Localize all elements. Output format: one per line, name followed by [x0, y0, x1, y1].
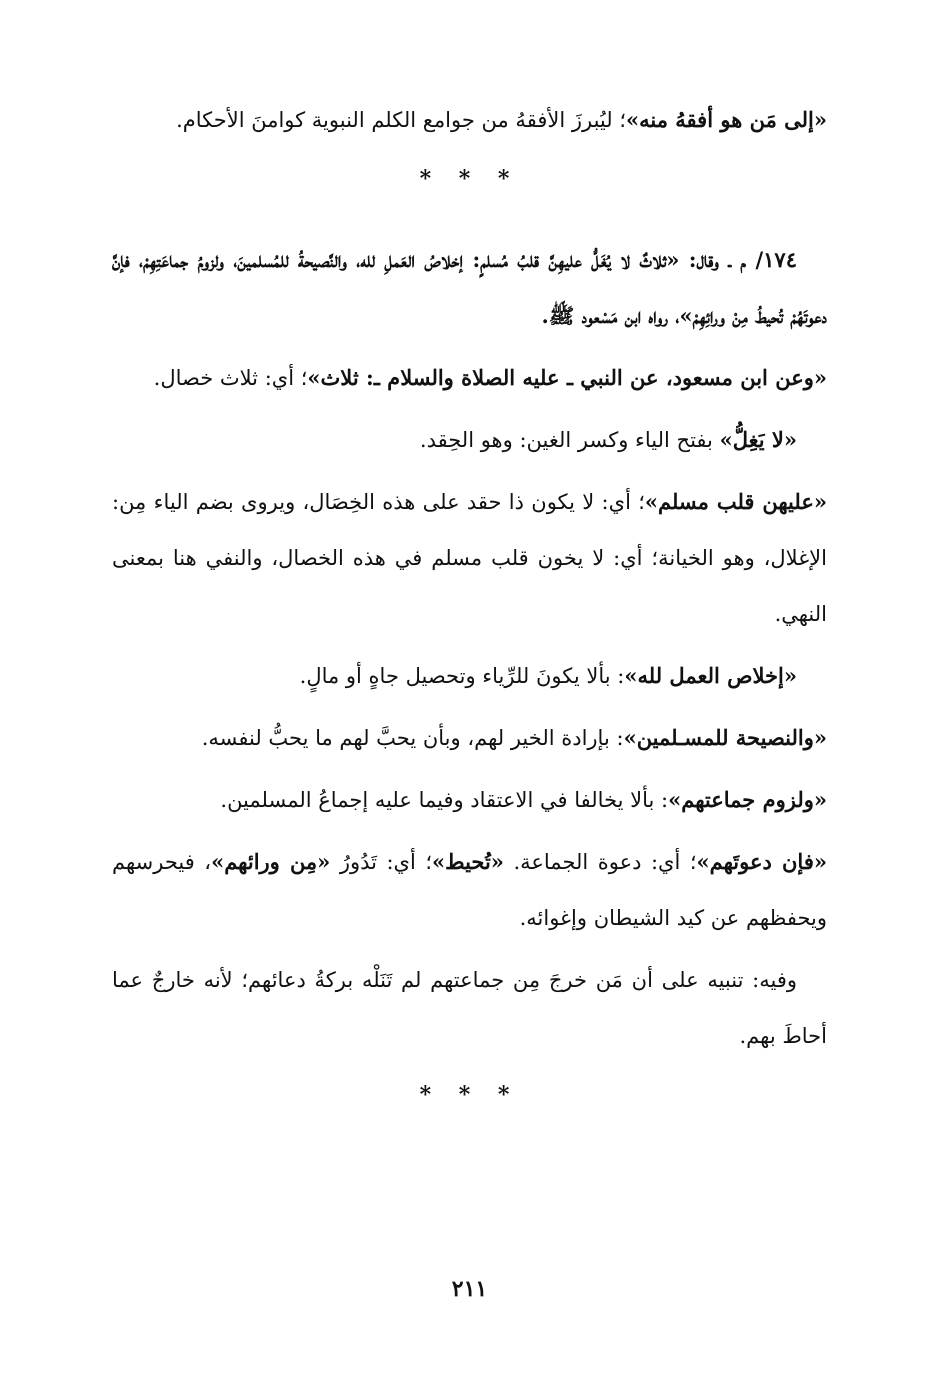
bold-phrase: «إلى مَن هو أفقهُ منه» [626, 107, 827, 132]
paragraph-text: : بألا يخالفا في الاعتقاد وفيما عليه إجماعُ المسلمين. [220, 788, 669, 812]
hadith-body: ١٧٤/ م ـ وقال: «ثلاثٌ لا يُغَلُّ عليهِنَّ قلبُ مُسلمٍ: إخلاصُ العَملِ لله، والنَّصيحةُ للمُسلمينَ، ولزومُ جماعَتِهِمْ، فإنَّ دعوتَهُمْ تُحيطُ مِنْ ورائِهِمْ»، رواه ابن مَسْعود ﷺ. [112, 247, 827, 328]
paragraph-text: ؛ ليُبرزَ الأفقهُ من جوامع الكلم النبوية كوامنَ الأحكام. [176, 108, 626, 132]
commentary-paragraph [112, 350, 827, 406]
section-separator: * * * [419, 166, 520, 192]
bold-phrase: «تُحيط» [432, 849, 504, 874]
page-body [112, 92, 827, 1126]
bold-phrase: «ولزوم جماعتهم» [668, 787, 827, 812]
commentary-paragraph [112, 772, 827, 828]
page-number: ٢١١ [451, 1276, 488, 1302]
paragraph-text: وفيه: تنبيه على أن مَن خرجَ مِن جماعتهم لم تَنَلْه بركةُ دعائهم؛ لأنه خارجٌ عما أحاطَ بهم. [112, 968, 827, 1048]
bold-phrase: «وعن ابن مسعود، عن النبي ـ عليه الصلاة والسلام ـ: ثلاث» [307, 365, 827, 390]
commentary-paragraph [112, 834, 827, 946]
bold-phrase: «مِن ورائهم» [211, 849, 331, 874]
paragraph-text: ، فيحرسهم ويحفظهم عن كيد الشيطان وإغوائه. [112, 850, 827, 930]
bold-phrase: «إخلاص العمل لله» [624, 663, 797, 688]
commentary-paragraph [112, 648, 827, 704]
paragraph-text: : بألا يكونَ للرِّياء وتحصيل جاهٍ أو مالٍ. [299, 664, 625, 688]
paragraph-text: ؛ أي: تَدُورُ [330, 850, 433, 874]
paragraph-text: ؛ أي: لا يكون ذا حقد على هذه الخِصَال، ويروى بضم الياء مِن: الإغلال، وهو الخيانة؛ أي: لا يخون قلب مسلم في هذه الخصال، والنفي هنا بمعنى النهي. [112, 490, 827, 626]
paragraph-text: : بإرادة الخير لهم، وبأن يحبَّ لهم ما يحبُّ لنفسه. [201, 726, 624, 750]
commentary-paragraph [112, 474, 827, 642]
commentary-paragraph [112, 412, 827, 468]
commentary-paragraph [112, 952, 827, 1064]
paragraph-continuation [112, 92, 827, 148]
bold-phrase: «عليهن قلب مسلم» [644, 489, 827, 514]
bold-phrase: «فإن دعوتَهم» [696, 849, 827, 874]
section-separator: * * * [419, 1082, 520, 1108]
bold-phrase: «لا يَغِلُّ» [719, 427, 797, 452]
paragraph-text: ؛ أي: دعوة الجماعة. [503, 850, 697, 874]
paragraph-text: ؛ أي: ثلاث خصال. [153, 366, 308, 390]
paragraph-text: بفتح الياء وكسر الغين: وهو الحِقد. [419, 428, 720, 452]
commentary-paragraph [112, 710, 827, 766]
hadith-text [112, 232, 827, 344]
bold-phrase: «والنصيحة للمسـلمين» [623, 725, 827, 750]
